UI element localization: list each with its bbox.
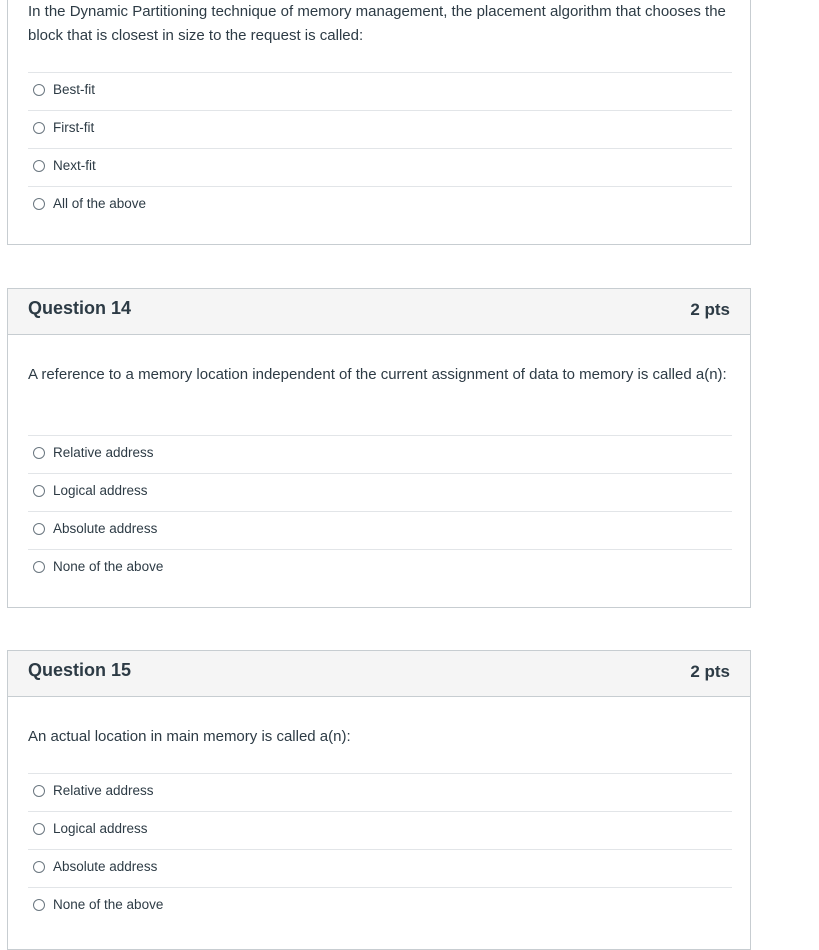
answer-label: None of the above [53,559,164,574]
radio-button[interactable] [33,198,45,210]
question-13-answers [28,72,732,224]
answer-option[interactable] [28,549,732,587]
question-13-card [7,0,751,245]
answer-option[interactable] [28,186,732,224]
radio-button[interactable] [33,160,45,172]
answer-option[interactable] [28,148,732,186]
question-points: 2 pts [690,300,730,319]
answer-option[interactable] [28,773,732,811]
radio-button[interactable] [33,823,45,835]
question-points: 2 pts [690,662,730,681]
answer-label: Absolute address [53,521,158,536]
answer-option[interactable] [28,887,732,925]
answer-option[interactable] [28,72,732,110]
radio-button[interactable] [33,84,45,96]
answer-option[interactable] [28,849,732,887]
radio-button[interactable] [33,785,45,797]
answer-label: First-fit [53,120,95,135]
answer-option[interactable] [28,110,732,148]
answer-option[interactable] [28,811,732,849]
radio-button[interactable] [33,861,45,873]
answer-label: Absolute address [53,859,158,874]
question-14-card [7,288,751,608]
question-title: Question 14 [28,298,132,318]
answer-label: Logical address [53,483,148,498]
question-title: Question 15 [28,660,132,680]
answer-label: Relative address [53,783,154,798]
answer-label: Logical address [53,821,148,836]
radio-button[interactable] [33,899,45,911]
question-14-answers [28,435,732,587]
answer-label: Next-fit [53,158,96,173]
question-15-card [7,650,751,950]
question-14-text: A reference to a memory location independent of the current assignment of data to memory is called a(n): [28,366,727,383]
answer-option[interactable] [28,511,732,549]
question-15-answers [28,773,732,925]
question-header [8,651,750,697]
answer-label: Relative address [53,445,154,460]
answer-label: Best-fit [53,82,96,97]
radio-button[interactable] [33,122,45,134]
answer-option[interactable] [28,435,732,473]
answer-label: All of the above [53,196,147,211]
question-13-text: In the Dynamic Partitioning technique of memory management, the placement algorithm that chooses the block that is closest in size to the request is called: [28,3,726,44]
answer-option[interactable] [28,473,732,511]
question-15-text: An actual location in main memory is called a(n): [28,728,351,745]
answer-label: None of the above [53,897,164,912]
question-header [8,289,750,335]
radio-button[interactable] [33,447,45,459]
radio-button[interactable] [33,485,45,497]
radio-button[interactable] [33,561,45,573]
radio-button[interactable] [33,523,45,535]
